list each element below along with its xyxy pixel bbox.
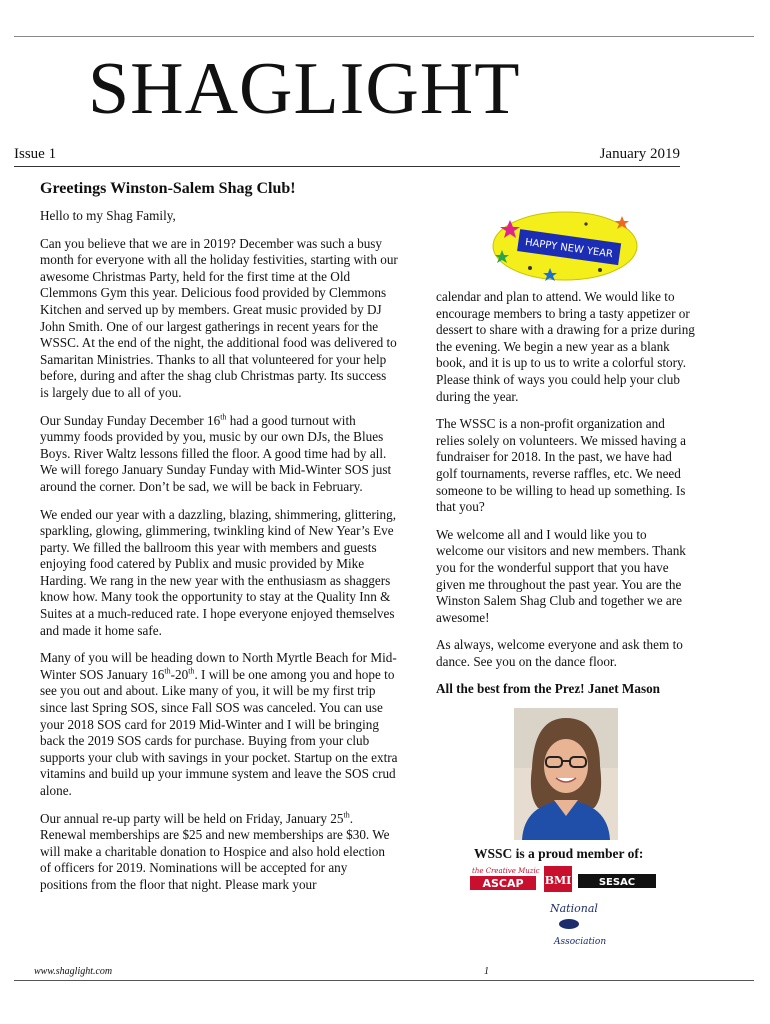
page-number: 1 [484, 966, 489, 977]
top-rule [14, 36, 754, 37]
nonprofit-paragraph: The WSSC is a non-profit organization and relies solely on volunteers. We missed having a fundraiser for 2018. In the past, we have had golf tournaments, reverse raffles, etc. We need someone to be willing to head up something. Is that you? [436, 416, 686, 515]
issue-number: Issue 1 [14, 146, 57, 162]
dance-paragraph: As always, welcome everyone and ask them to dance. See you on the dance floor. [436, 637, 683, 669]
footer-website[interactable]: www.shaglight.com [34, 966, 113, 977]
svg-text:HAPPY NEW YEAR: HAPPY NEW YEAR [524, 237, 614, 261]
calendar-paragraph: calendar and plan to attend. We would like to encourage members to bring a tasty appetizer or dessert to share with a drawing for a prize during the evening. We begin a new year as a blank book, and it is up to us to write a colorful story. Please think of ways you could help your club during the year. [436, 289, 695, 404]
left-column [40, 208, 398, 905]
welcome-paragraph: We welcome all and I would like you to welcome our visitors and new members. Thank you for the wonderful support that you have given me throughout the past year. You are the Winston Salem Shag Club and together we are awesome! [436, 526, 686, 625]
svg-text:National: National [550, 902, 598, 915]
svg-text:ASCAP: ASCAP [482, 877, 524, 890]
reup-paragraph: Our annual re-up party will be held on Friday, January 25th. Renewal memberships are $25 and new memberships are $30. We will make a charitable donation to Hospice and also hold election of officers for 2019. Nominations will be accepted for any positions from the floor that night. Please mark your [40, 810, 390, 892]
svg-text:SESAC: SESAC [598, 877, 636, 888]
funday-paragraph: Our Sunday Funday December 16th had a good turnout with yummy foods provided by you, music by our own DJs, the Blues Boys. River Waltz lessons filled the floor. A good time had by all. We will forego January Sunday Funday with Mid-Winter SOS just around the corner. Don’t be sad, we will be back in February. [40, 412, 392, 494]
president-photo [514, 708, 618, 840]
masthead-title: SHAGLIGHT [88, 48, 521, 130]
greeting-paragraph: Hello to my Shag Family, [40, 208, 176, 223]
membership-heading: WSSC is a proud member of: [474, 846, 644, 861]
right-column [436, 289, 696, 709]
svg-text:the Creative Muzic: the Creative Muzic [472, 867, 540, 875]
signoff: All the best from the Prez! Janet Mason [436, 681, 661, 697]
membership-logos-image [470, 864, 660, 954]
svg-text:BMI: BMI [544, 874, 572, 887]
svg-text:Association: Association [554, 937, 607, 947]
christmas-paragraph: Can you believe that we are in 2019? December was such a busy month for everyone with all the holiday festivities, starting with our awesome Christmas Party, held for the first time at the Old Clemmons Gym this year. Delicious food provided by Clemmons Kitchen and served up by members. Great music provided by DJ John Smith. One of our largest gatherings in recent years for the WSSC. At the end of the night, the additional food was delivered to Samaritan Ministries. Thanks to all that volunteered for your help before, during and after the shag club Christmas party. Its success is largely due to all of you. [40, 235, 398, 400]
footer-rule [14, 980, 754, 981]
issue-date: January 2019 [599, 146, 680, 162]
new-year-badge-image [490, 210, 640, 282]
issue-rule [14, 166, 680, 167]
new-years-paragraph: We ended our year with a dazzling, blazing, shimmering, glittering, sparkling, glowing, glimmering, twinkling kind of New Year’s Eve party. We filled the ballroom this year with members and guests enjoying food catered by Publix and music provided by Mike Harding. We rang in the new year with the enthusiasm as shaggers know how. Many took the opportunity to stay at the Quality Inn & Suites at a much-reduced rate. I hope everyone enjoyed themselves and made it home safe. [40, 506, 396, 638]
headline: Greetings Winston-Salem Shag Club! [40, 180, 296, 197]
sos-paragraph: Many of you will be heading down to North Myrtle Beach for Mid-Winter SOS January 16th-20th. I will be one among you and hope to see you out and about. Like many of you, it will be my first trip since last Spring SOS, since Fall SOS was canceled. You can use your 2018 SOS card for 2019 Mid-Winter and I will be bringing back the 2019 SOS cards for purchase. Buying from your club supports your club with savings in your pocket. Startup on the extra vitamins and build up your immune system and leave the SOS crud alone. [40, 650, 398, 798]
